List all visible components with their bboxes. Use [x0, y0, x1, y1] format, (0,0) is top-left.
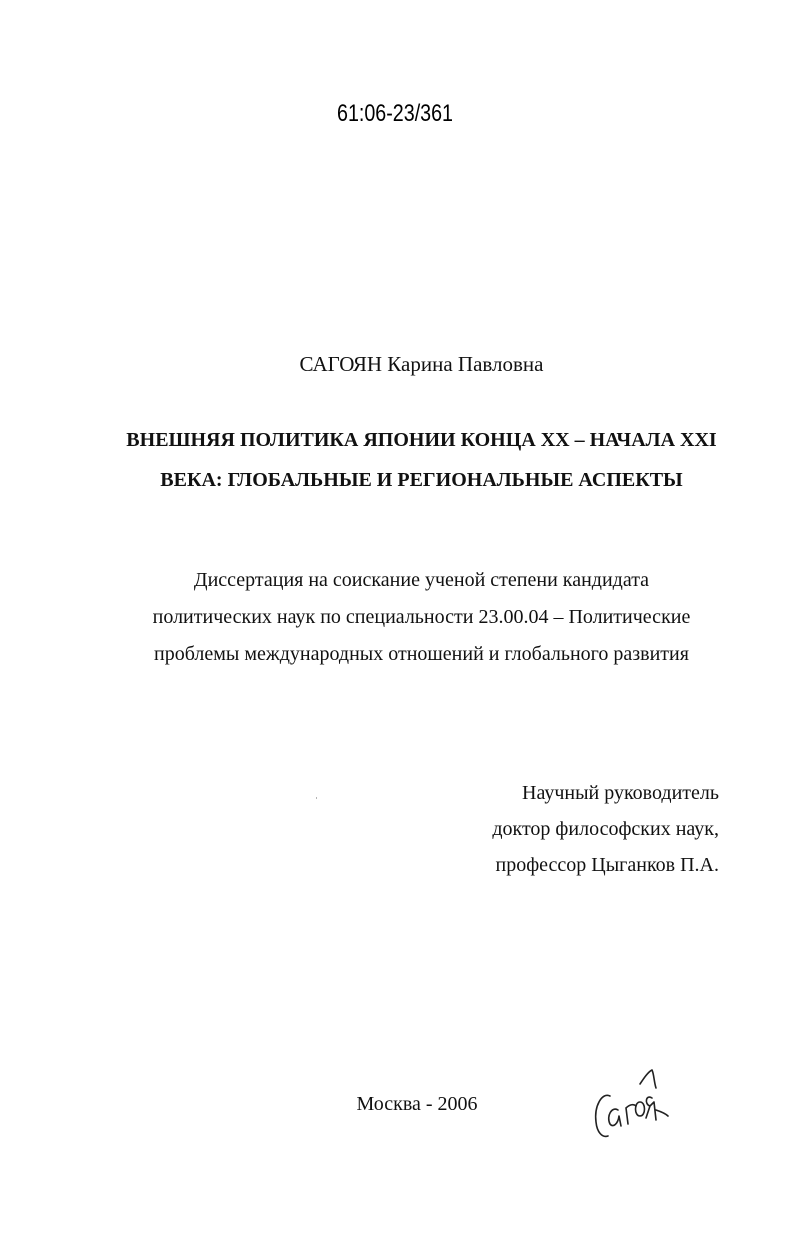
document-stamp-code: 61:06-23/361 [336, 100, 454, 127]
supervisor-line-1: Научный руководитель [522, 782, 719, 804]
dissertation-description [0, 562, 799, 673]
scan-speck [316, 797, 317, 799]
city-year: Москва - 2006 [356, 1093, 478, 1115]
dissertation-title [0, 420, 799, 500]
supervisor-block [430, 775, 719, 883]
description-line-2: политических наук по специальности 23.00.04 – Политические [152, 606, 691, 628]
handwritten-signature [588, 1058, 678, 1148]
description-line-1: Диссертация на соискание ученой степени кандидата [193, 569, 650, 591]
supervisor-line-3: профессор Цыганков П.А. [495, 854, 719, 876]
supervisor-line-2: доктор философских наук, [492, 818, 719, 840]
description-line-3: проблемы международных отношений и глобального развития [154, 643, 689, 665]
title-line-2: ВЕКА: ГЛОБАЛЬНЫЕ И РЕГИОНАЛЬНЫЕ АСПЕКТЫ [160, 469, 683, 491]
title-line-1: ВНЕШНЯЯ ПОЛИТИКА ЯПОНИИ КОНЦА XX – НАЧАЛА XXI [126, 429, 717, 451]
author-name: САГОЯН Карина Павловна [299, 352, 544, 376]
